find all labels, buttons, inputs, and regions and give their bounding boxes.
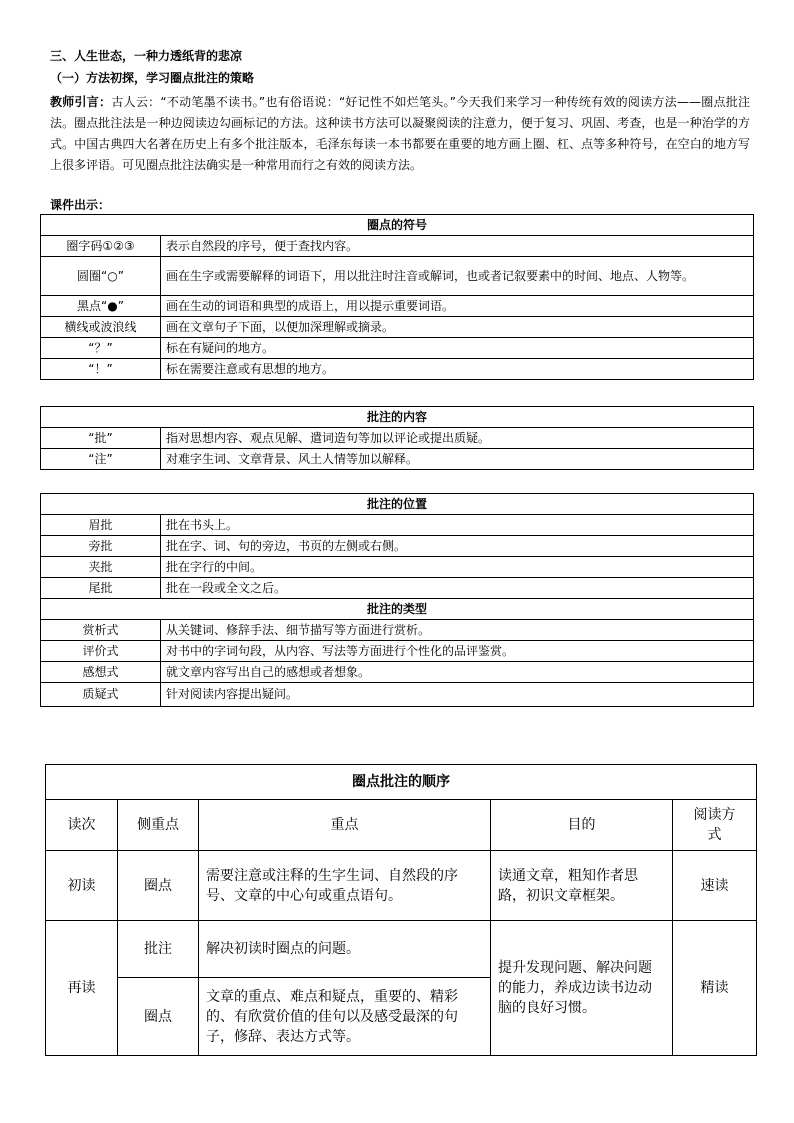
desc-cell: 批在字、词、句的旁边，书页的左侧或右侧。 [161,536,754,557]
column-header-focus: 侧重点 [118,800,199,851]
desc-cell: 画在生字或需要解释的词语下，用以批注时注音或解词，也或者记叙要素中的时间、地点、人物等。 [161,257,754,296]
desc-cell: 对书中的字词句段，从内容、写法等方面进行个性化的品评鉴赏。 [161,641,754,662]
column-header-purpose: 目的 [491,800,673,851]
intro-paragraph [50,92,750,176]
name-cell: 尾批 [41,578,161,599]
table-header-row [46,765,757,800]
desc-cell: 标在需要注意或有思想的地方。 [161,359,754,380]
table-row [41,317,754,338]
key-cell: 文章的重点、难点和疑点，重要的、精彩的、有欣赏价值的佳句以及感受最深的句子，修辞、表达方式等。 [199,978,491,1056]
table-row [41,428,754,449]
table-row [46,921,757,978]
symbol-cell: 横线或波浪线 [41,317,161,338]
table-header-row [41,599,754,620]
symbol-cell: 圆圈“○” [41,257,161,296]
symbol-cell: “！” [41,359,161,380]
courseware-label: 课件出示： [50,198,111,212]
table-row [41,515,754,536]
desc-cell: 指对思想内容、观点见解、遣词造句等加以评论或提出质疑。 [161,428,754,449]
table-header-row [41,494,754,515]
table-row [41,338,754,359]
table-row [41,359,754,380]
table-row [41,449,754,470]
desc-cell: 画在生动的词语和典型的成语上，用以提示重要词语。 [161,296,754,317]
position-table-title: 批注的位置 [41,494,754,515]
table-row [41,662,754,683]
reading-cell: 初读 [46,851,118,921]
intro-text: 古人云：“不动笔墨不读书。”也有俗语说：“好记性不如烂笔头。”今天我们来学习一种传统有效的阅读方法——圈点批注法。圈点批注法是一种边阅读边勾画标记的方法。这种读书方法可以凝聚阅读的注意力，便于复习、巩固、考查，也是一种治学的方式。中国古典四大名著在历史上有多个批注版本，毛泽东每读一本书都要在重要的地方画上圈、杠、点等多种符号，在空白的地方写上很多评语。可见圈点批注法确实是一种常用而行之有效的阅读方法。 [50,95,750,172]
type-table-title: 批注的类型 [41,599,754,620]
table-row [41,641,754,662]
section-title: 三、人生世态，一种力透纸背的悲凉 [50,49,243,63]
table-header-row [46,800,757,851]
key-cell: 需要注意或注释的生字生词、自然段的序号、文章的中心句或重点语句。 [199,851,491,921]
focus-cell: 圈点 [118,978,199,1056]
symbols-table [40,214,754,380]
table-row [41,557,754,578]
desc-cell: 标在有疑问的地方。 [161,338,754,359]
symbol-cell: 圈字码①②③ [41,236,161,257]
desc-cell: 画在文章句子下面，以便加深理解或摘录。 [161,317,754,338]
column-header-mode: 阅读方式 [673,800,757,851]
order-table-title: 圈点批注的顺序 [46,765,757,800]
focus-cell: 圈点 [118,851,199,921]
table-row [41,236,754,257]
purpose-cell: 读通文章，粗知作者思路，初识文章框架。 [491,851,673,921]
section-subtitle: （一）方法初探，学习圈点批注的策略 [50,71,255,85]
desc-cell: 针对阅读内容提出疑问。 [161,683,754,707]
table-header-row [41,215,754,236]
reading-cell: 再读 [46,921,118,1056]
content-table [40,406,754,470]
key-cell: 解决初读时圈点的问题。 [199,921,491,978]
name-cell: 夹批 [41,557,161,578]
table-row [41,578,754,599]
table-row [41,683,754,707]
column-header-key: 重点 [199,800,491,851]
purpose-cell: 提升发现问题、解决问题的能力，养成边读书边动脑的良好习惯。 [491,921,673,1056]
mode-cell: 速读 [673,851,757,921]
column-header-reading: 读次 [46,800,118,851]
position-table [40,493,754,707]
name-cell: 旁批 [41,536,161,557]
desc-cell: 就文章内容写出自己的感想或者想象。 [161,662,754,683]
name-cell: “注” [41,449,161,470]
name-cell: 评价式 [41,641,161,662]
name-cell: 眉批 [41,515,161,536]
mode-cell: 精读 [673,921,757,1056]
table-row [41,536,754,557]
table-row [41,296,754,317]
desc-cell: 批在书头上。 [161,515,754,536]
content-table-title: 批注的内容 [41,407,754,428]
order-table [45,764,757,1056]
desc-cell: 从关键词、修辞手法、细节描写等方面进行赏析。 [161,620,754,641]
symbols-table-title: 圈点的符号 [41,215,754,236]
desc-cell: 批在字行的中间。 [161,557,754,578]
name-cell: 感想式 [41,662,161,683]
desc-cell: 对难字生词、文章背景、风土人情等加以解释。 [161,449,754,470]
name-cell: 赏析式 [41,620,161,641]
name-cell: 质疑式 [41,683,161,707]
name-cell: “批” [41,428,161,449]
desc-cell: 表示自然段的序号，便于查找内容。 [161,236,754,257]
table-row [46,851,757,921]
table-row [41,257,754,296]
desc-cell: 批在一段或全文之后。 [161,578,754,599]
intro-label: 教师引言： [50,95,112,109]
symbol-cell: 黑点“●” [41,296,161,317]
focus-cell: 批注 [118,921,199,978]
symbol-cell: “？” [41,338,161,359]
table-header-row [41,407,754,428]
table-row [41,620,754,641]
